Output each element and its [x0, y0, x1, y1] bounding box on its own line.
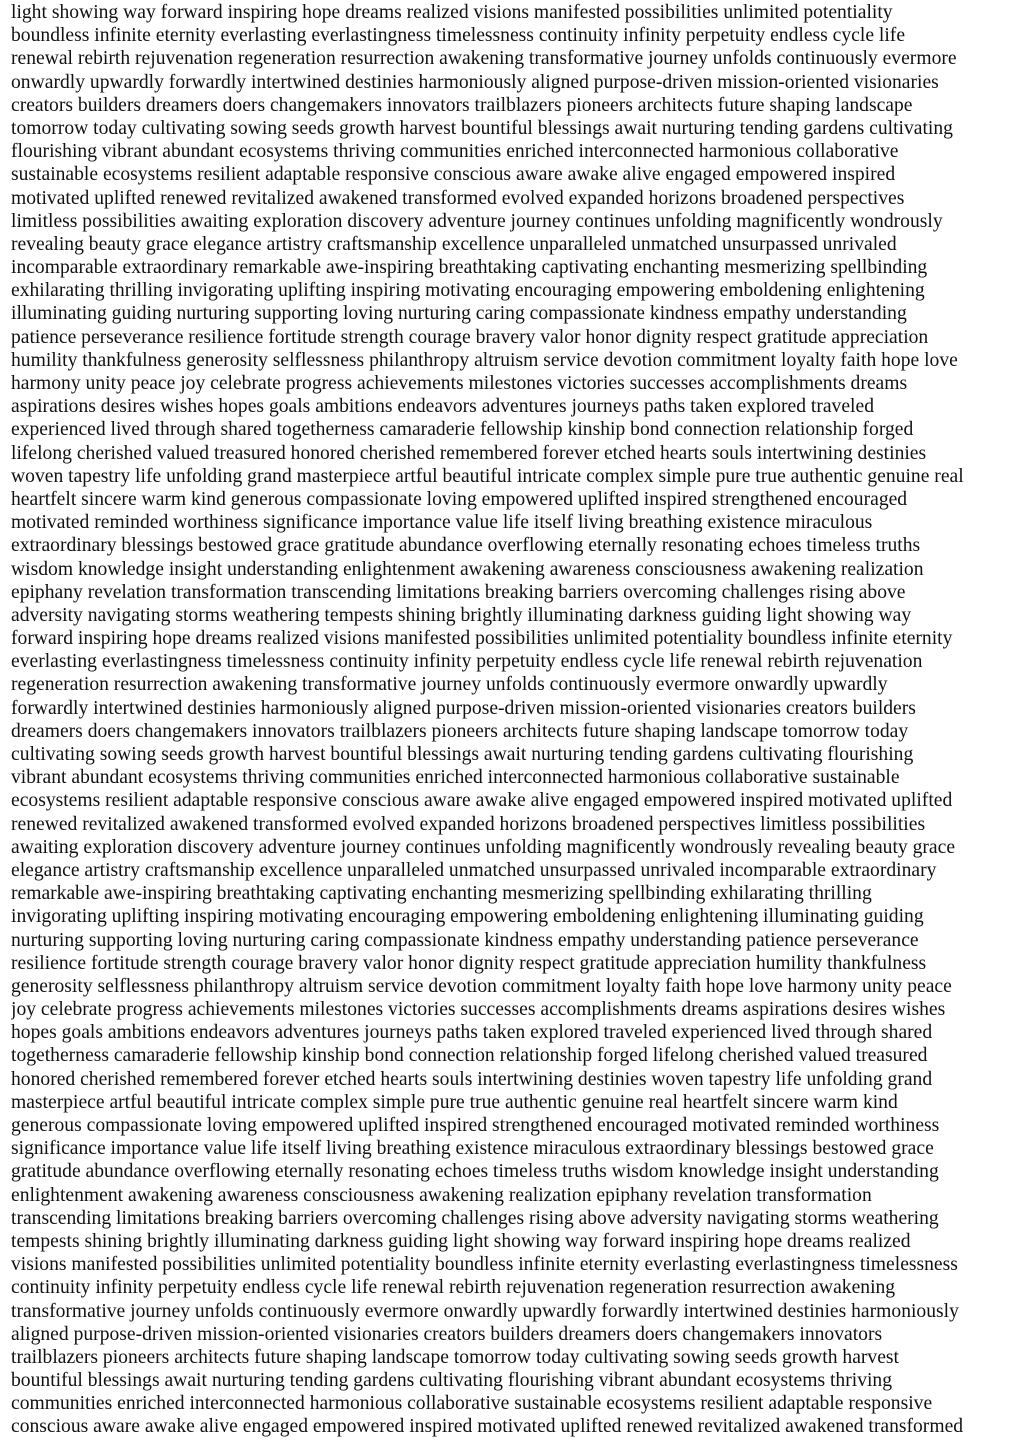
text-line: humility thankfulness generosity selflessness philanthropy altruism service devotion commitment loyalty faith hope love: [11, 349, 958, 371]
text-line: onwardly upwardly forwardly intertwined destinies harmoniously aligned purpose-driven mission-oriented visionaries: [11, 71, 939, 93]
text-line: tomorrow today cultivating sowing seeds growth harvest bountiful blessings await nurturing tending gardens cultivating: [11, 117, 953, 139]
text-line: motivated reminded worthiness significance importance value life itself living breathing existence miraculous: [11, 512, 873, 534]
text-line: experienced lived through shared togetherness camaraderie fellowship kinship bond connection relationship forged: [11, 419, 914, 441]
text-line: conscious aware awake alive engaged empowered inspired motivated uplifted renewed revitalized awakened transformed: [11, 1416, 964, 1438]
text-line: motivated uplifted renewed revitalized awakened transformed evolved expanded horizons broadened perspectives: [11, 187, 905, 209]
text-line: nurturing supporting loving nurturing caring compassionate kindness empathy understanding patience perseverance: [11, 929, 919, 951]
text-line: sustainable ecosystems resilient adaptable responsive conscious aware awake alive engaged empowered inspired: [11, 164, 896, 186]
text-line: creators builders dreamers doers changemakers innovators trailblazers pioneers architects future shaping landscape: [11, 94, 913, 116]
text-line: transformative journey unfolds continuously evermore onwardly upwardly forwardly intertwined destinies harmoniously: [11, 1300, 959, 1322]
text-line: enlightenment awakening awareness consciousness awakening realization epiphany revelation transformation: [11, 1184, 872, 1206]
text-line: honored cherished remembered forever etched hearts souls intertwining destinies woven tapestry life unfolding grand: [11, 1068, 933, 1090]
text-line: vibrant abundant ecosystems thriving communities enriched interconnected harmonious collaborative sustainable: [11, 767, 900, 789]
text-line: patience perseverance resilience fortitude strength courage bravery valor honor dignity respect gratitude appreciation: [11, 326, 929, 348]
text-line: renewal rebirth rejuvenation regeneration resurrection awakening transformative journey unfolds continuously evermore: [11, 48, 957, 70]
text-line: togetherness camaraderie fellowship kinship bond connection relationship forged lifelong cherished valued treasured: [11, 1045, 928, 1067]
text-line: elegance artistry craftsmanship excellence unparalleled unmatched unsurpassed unrivaled incomparable extraordinary: [11, 859, 937, 881]
text-line: gratitude abundance overflowing eternally resonating echoes timeless truths wisdom knowledge insight understanding: [11, 1161, 939, 1183]
text-line: joy celebrate progress achievements milestones victories successes accomplishments dreams aspirations desires wishes: [11, 999, 946, 1021]
text-line: forwardly intertwined destinies harmoniously aligned purpose-driven mission-oriented visionaries creators builders: [11, 697, 916, 719]
text-line: limitless possibilities awaiting exploration discovery adventure journey continues unfolding magnificently wondrously: [11, 210, 943, 232]
text-line: revealing beauty grace elegance artistry craftsmanship excellence unparalleled unmatched unsurpassed unrivaled: [11, 233, 897, 255]
text-line: light showing way forward inspiring hope dreams realized visions manifested possibilities unlimited potentiality: [11, 2, 893, 23]
text-line: communities enriched interconnected harmonious collaborative sustainable ecosystems resilient adaptable responsive: [11, 1393, 933, 1415]
text-line: epiphany revelation transformation transcending limitations breaking barriers overcoming challenges rising above: [11, 581, 906, 603]
text-line: trailblazers pioneers architects future shaping landscape tomorrow today cultivating sowing seeds growth harvest: [11, 1346, 899, 1368]
text-line: exhilarating thrilling invigorating uplifting inspiring motivating encouraging empowering emboldening enlightening: [11, 280, 925, 302]
text-line: extraordinary blessings bestowed grace gratitude abundance overflowing eternally resonating echoes timeless truths: [11, 535, 921, 557]
text-line: cultivating sowing seeds growth harvest bountiful blessings await nurturing tending gardens cultivating flourishing: [11, 744, 914, 765]
text-line: boundless infinite eternity everlasting everlastingness timelessness continuity infinity perpetuity endless cycle life: [11, 25, 906, 47]
text-line: aligned purpose-driven mission-oriented visionaries creators builders dreamers doers changemakers innovators: [11, 1323, 883, 1345]
text-line: illuminating guiding nurturing supporting loving nurturing caring compassionate kindness empathy understanding: [11, 303, 907, 325]
text-line: everlasting everlastingness timelessness continuity infinity perpetuity endless cycle life renewal rebirth rejuvenation: [11, 651, 923, 673]
text-line: renewed revitalized awakened transformed evolved expanded horizons broadened perspectives limitless possibilities: [11, 813, 926, 835]
text-line: bountiful blessings await nurturing tending gardens cultivating flourishing vibrant abundant ecosystems thriving: [11, 1370, 893, 1392]
text-line: wisdom knowledge insight understanding enlightenment awakening awareness consciousness awakening realization: [11, 558, 924, 580]
text-line: hopes goals ambitions endeavors adventures journeys paths taken explored traveled experienced lived through shared: [11, 1022, 933, 1044]
text-line: transcending limitations breaking barriers overcoming challenges rising above adversity navigating storms weathering: [11, 1207, 939, 1229]
text-line: forward inspiring hope dreams realized visions manifested possibilities unlimited potentiality boundless infinite eternity: [11, 628, 953, 650]
text-line: adversity navigating storms weathering tempests shining brightly illuminating darkness guiding light showing way: [11, 604, 912, 626]
text-line: dreamers doers changemakers innovators trailblazers pioneers architects future shaping landscape tomorrow today: [11, 720, 909, 742]
text-line: harmony unity peace joy celebrate progress achievements milestones victories successes accomplishments dreams: [11, 373, 908, 394]
text-line: masterpiece artful beautiful intricate complex simple pure true authentic genuine real heartfelt sincere warm kind: [11, 1091, 898, 1113]
text-line: generous compassionate loving empowered uplifted inspired strengthened encouraged motivated reminded worthiness: [11, 1115, 940, 1136]
text-line: flourishing vibrant abundant ecosystems thriving communities enriched interconnected harmonious collaborative: [11, 141, 899, 163]
text-line: lifelong cherished valued treasured honored cherished remembered forever etched hearts souls intertwining destinies: [11, 442, 927, 464]
text-line: aspirations desires wishes hopes goals ambitions endeavors adventures journeys paths taken explored traveled: [11, 396, 874, 418]
text-line: heartfelt sincere warm kind generous compassionate loving empowered uplifted inspired strengthened encouraged: [11, 488, 908, 510]
text-line: visions manifested possibilities unlimited potentiality boundless infinite eternity everlasting everlastingness timelessness: [11, 1254, 958, 1276]
text-line: resilience fortitude strength courage bravery valor honor dignity respect gratitude appreciation humility thankfulness: [11, 952, 927, 974]
text-line: invigorating uplifting inspiring motivating encouraging empowering emboldening enlightening illuminating guiding: [11, 906, 924, 928]
text-line: ecosystems resilient adaptable responsive conscious aware awake alive engaged empowered inspired motivated uplifted: [11, 790, 953, 812]
text-line: remarkable awe-inspiring breathtaking captivating enchanting mesmerizing spellbinding exhilarating thrilling: [11, 883, 872, 905]
text-line: generosity selflessness philanthropy altruism service devotion commitment loyalty faith hope love harmony unity peace: [11, 975, 952, 997]
text-line: woven tapestry life unfolding grand masterpiece artful beautiful intricate complex simple pure true authentic genuine real: [11, 465, 964, 487]
text-line: regeneration resurrection awakening transformative journey unfolds continuously evermore onwardly upwardly: [11, 674, 888, 696]
text-line: significance importance value life itself living breathing existence miraculous extraordinary blessings bestowed grace: [11, 1138, 934, 1160]
text-line: tempests shining brightly illuminating darkness guiding light showing way forward inspiring hope dreams realized: [11, 1230, 911, 1252]
text-line: awaiting exploration discovery adventure journey continues unfolding magnificently wondrously revealing beauty grace: [11, 836, 956, 858]
text-line: incomparable extraordinary remarkable awe-inspiring breathtaking captivating enchanting mesmerizing spellbinding: [11, 257, 928, 279]
text-line: continuity infinity perpetuity endless cycle life renewal rebirth rejuvenation regeneration resurrection awakening: [11, 1277, 896, 1299]
